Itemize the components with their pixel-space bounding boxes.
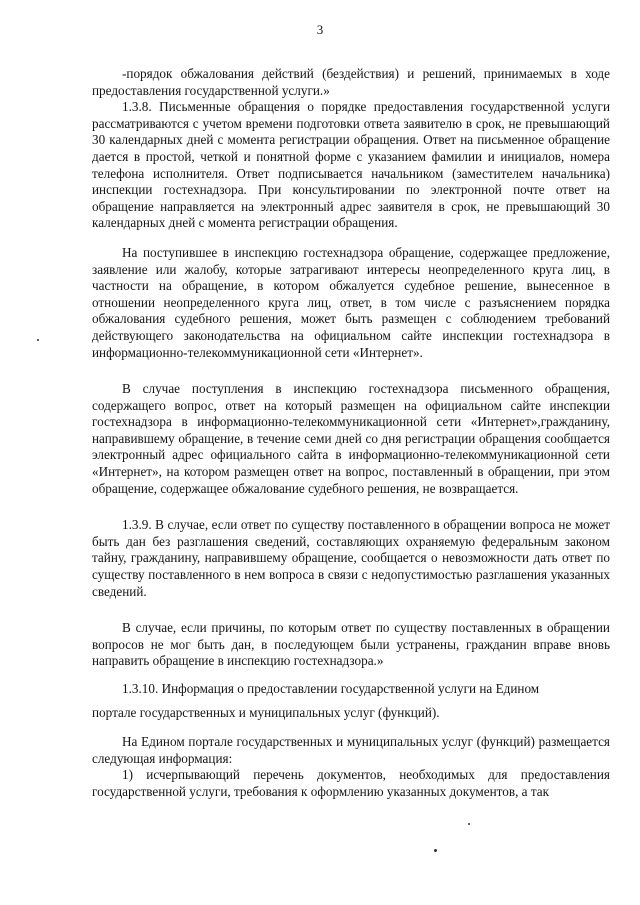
paragraph-1-3-10: 1.3.10. Информация о предоставлении государственной услуги на Едином — [122, 681, 540, 696]
paragraph-answer-on-website: В случае поступления в инспекцию гостехнадзора письменного обращения, содержащего вопрос, ответ на который размещен на официальном сайте инспекции гостехнадзора в информационно-телекоммуникационной сети «Интернет»,гражданину, направившему обращение, в течение семи дней со дня регистрации обращения сообщается электронный адрес официального сайта в информационно-телекоммуникационной сети «Интернет», на котором размещен ответ на вопрос, поставленный в обращении, при этом обращение, содержащее обжалование судебного решения, не возвращается. — [92, 381, 610, 496]
scan-speck — [434, 849, 437, 852]
paragraph-1-3-8: 1.3.8. Письменные обращения о порядке предоставления государственной услуги рассматриваются с учетом времени подготовки ответа заявителю в срок, не превышающий 30 календарных дней с момента регистрации обращения. Ответ на письменное обращение дается в простой, четкой и понятной форме с указанием фамилии и инициалов, номера телефона исполнителя. Ответ подписывается начальником (заместителем начальника) инспекции гостехнадзора. При консультировании по электронной почте ответ на обращение направляется на электронный адрес заявителя в срок, не превышающий 30 календарных дней с момента регистрации обращения. — [92, 99, 610, 231]
page-number: 3 — [316, 22, 324, 37]
scan-speck — [37, 339, 39, 341]
paragraph-list-item-1: 1) исчерпывающий перечень документов, необходимых для предоставления государственной услуги, требования к оформлению указанных документов, а так — [92, 767, 610, 799]
paragraph-1-3-9: 1.3.9. В случае, если ответ по существу поставленного в обращении вопроса не может быть дан без разглашения сведений, составляющих охраняемую федеральным законом тайну, гражданину, направившему обращение, сообщается о невозможности дать ответ по существу поставленного в нем вопроса в связи с недопустимостью разглашения указанных сведений. — [92, 517, 610, 599]
scan-speck — [468, 823, 470, 825]
paragraph-appeal-order: -порядок обжалования действий (бездействия) и решений, принимаемых в ходе предоставления государственной услуги.» — [92, 66, 610, 98]
document-body — [92, 66, 610, 801]
paragraph-portal-info: На Едином портале государственных и муниципальных услуг (функций) размещается следующая информация: — [92, 734, 610, 766]
paragraph-indefinite-persons: На поступившее в инспекцию гостехнадзора обращение, содержащее предложение, заявление или жалобу, которые затрагивают интересы неопределенного круга лиц, в частности на обращение, в котором обжалуется судебное решение, вынесенное в отношении неопределенного круга лиц, ответ, в том числе с разъяснением порядка обжалования судебного решения, может быть размещен с соблюдением требований действующего законодательства на официальном сайте инспекции гостехнадзора в информационно-телекоммуникационной сети «Интернет». — [92, 244, 610, 360]
paragraph-reasons-eliminated: В случае, если причины, по которым ответ по существу поставленных в обращении вопросов не мог быть дан, в последующем были устранены, гражданин вправе вновь направить обращение в инспекцию гостехнадзора.» — [92, 620, 610, 669]
paragraph-portal-line: портале государственных и муниципальных услуг (функций). — [92, 704, 440, 720]
